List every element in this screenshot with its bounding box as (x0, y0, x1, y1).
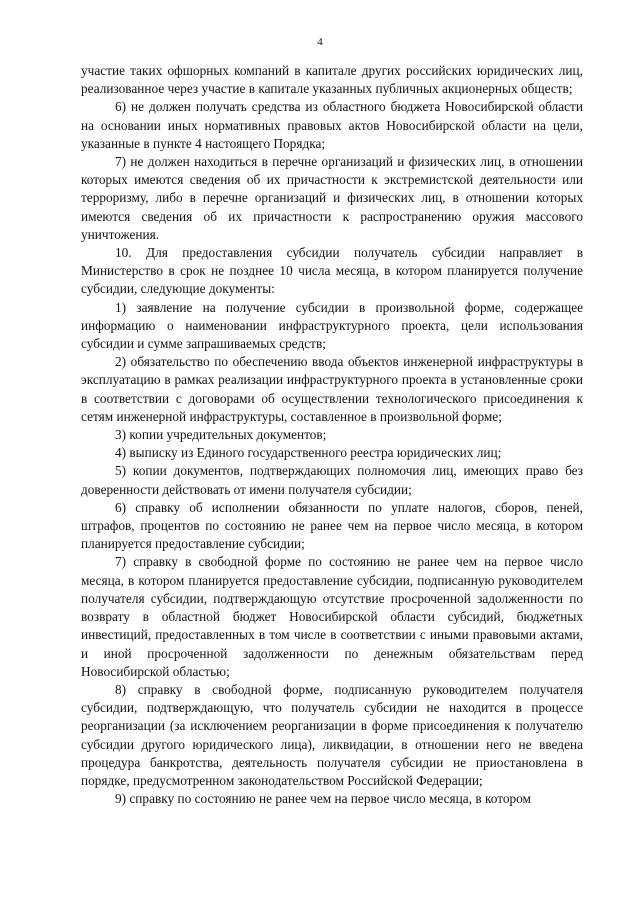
paragraph: 3) копии учредительных документов; (115, 427, 327, 443)
document-body (81, 62, 583, 808)
paragraph: 7) не должен находиться в перечне организаций и физических лиц, в отношении которых имеются сведения об их причастности к экстремистской деятельности или терроризму, либо в перечне организаций и физических лиц, в отношении которых имеются сведения об их причастности к распространению оружия массового уничтожения. (81, 154, 583, 242)
paragraph: 5) копии документов, подтверждающих полномочия лиц, имеющих право без доверенности действовать от имени получателя субсидии; (81, 463, 583, 497)
paragraph: 6) справку об исполнении обязанности по уплате налогов, сборов, пеней, штрафов, процентов по состоянию не ранее чем на первое число месяца, в котором планируется предоставление субсидии; (81, 499, 583, 552)
paragraph: 2) обязательство по обеспечению ввода объектов инженерной инфраструктуры в эксплуатацию в рамках реализации инфраструктурного проекта в установленные сроки в соответствии с договорами об осуществлении технологического присоединения к сетям инженерной инфраструктуры, составленное в произвольной форме; (81, 354, 583, 424)
paragraph: 7) справку в свободной форме по состоянию не ранее чем на первое число месяца, в котором планируется предоставление субсидии, подписанную руководителем получателя субсидии, подтверждающую отсутствие просроченной задолженности по возврату в областной бюджет Новосибирской области субсидий, бюджетных инвестиций, предоставленных в том числе в соответствии с иными правовыми актами, и иной просроченной задолженности по денежным обязательствам перед Новосибирской областью; (81, 554, 583, 679)
paragraph: 1) заявление на получение субсидии в произвольной форме, содержащее информацию о наименовании инфраструктурного проекта, цели использования субсидии и сумме запрашиваемых средств; (81, 299, 583, 352)
paragraph: 4) выписку из Единого государственного реестра юридических лиц; (115, 445, 502, 461)
page-number: 4 (317, 36, 323, 48)
paragraph: участие таких офшорных компаний в капитале других российских юридических лиц, реализованное через участие в капитале указанных публичных акционерных обществ; (81, 63, 583, 97)
paragraph: 8) справку в свободной форме, подписанную руководителем получателя субсидии, подтверждающую, что получатель субсидии не находится в процессе реорганизации (за исключением реорганизации в форме присоединения к получателю субсидии другого юридического лица), ликвидации, в отношении него не введена процедура банкротства, деятельность получателя субсидии не приостановлена в порядке, предусмотренном законодательством Российской Федерации; (81, 681, 583, 788)
paragraph: 10. Для предоставления субсидии получатель субсидии направляет в Министерство в срок не позднее 10 числа месяца, в котором планируется получение субсидии, следующие документы: (81, 245, 583, 297)
paragraph: 9) справку по состоянию не ранее чем на первое число месяца, в котором (115, 791, 531, 807)
paragraph: 6) не должен получать средства из областного бюджета Новосибирской области на основании иных нормативных правовых актов Новосибирской области на цели, указанные в пункте 4 настоящего Порядка; (81, 99, 583, 151)
